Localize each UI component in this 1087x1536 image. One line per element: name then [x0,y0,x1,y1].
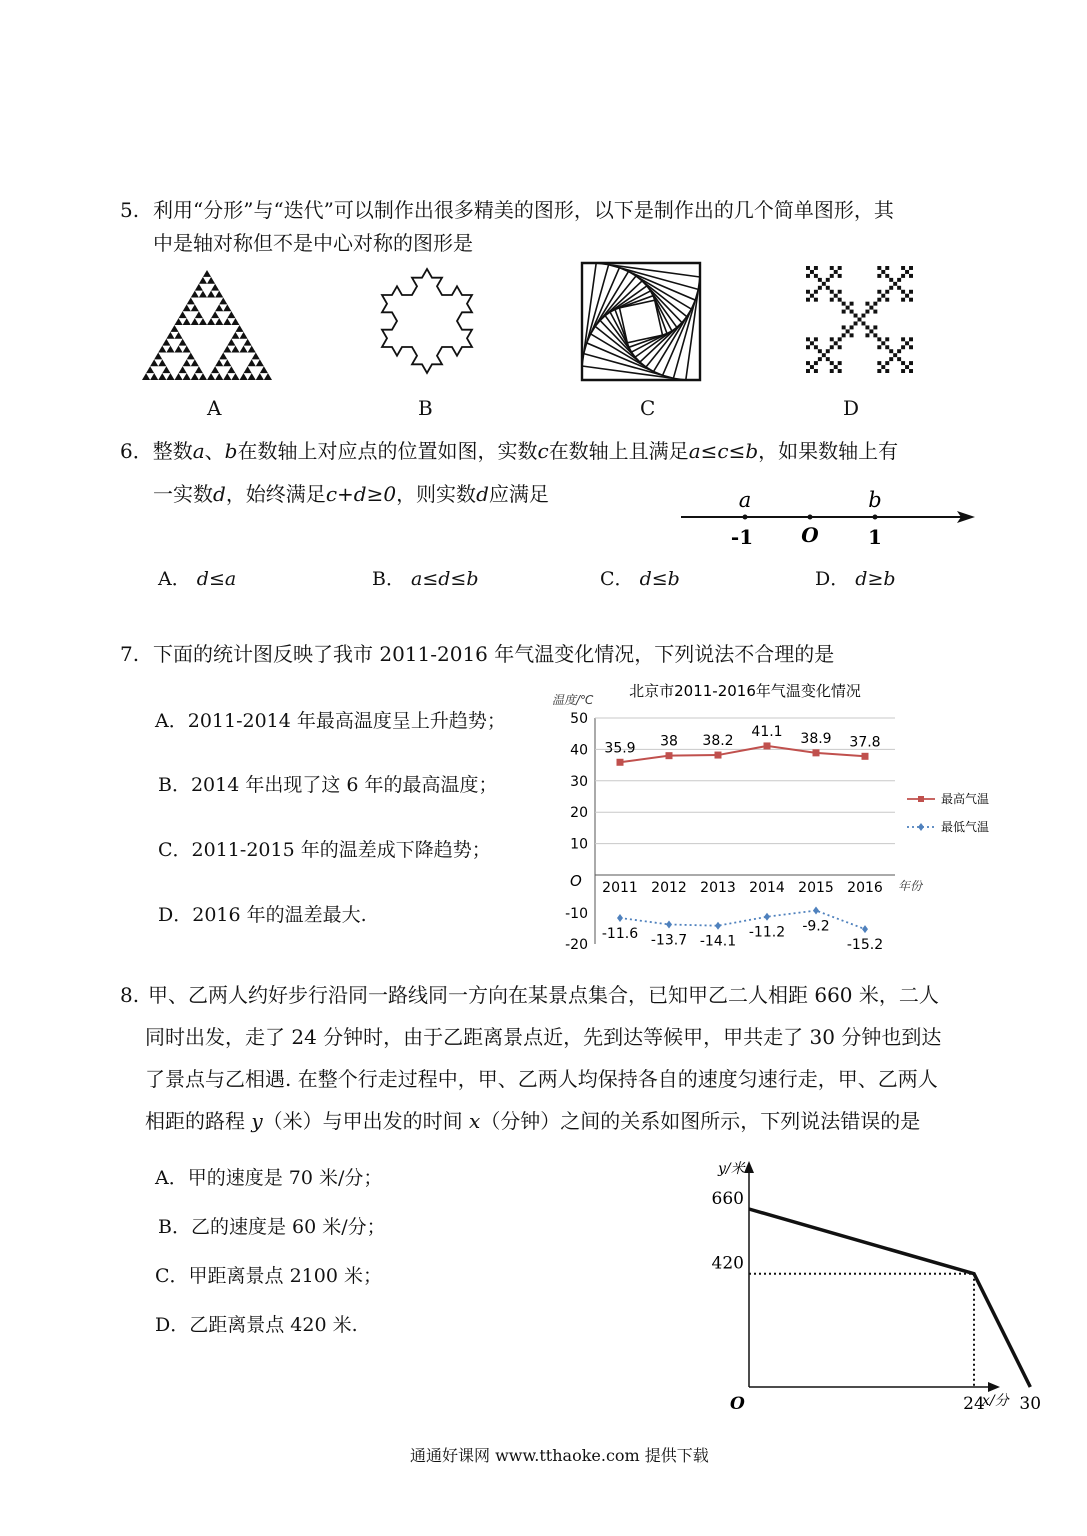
fractal-cell [909,298,913,302]
data-point [666,920,672,928]
nested-square [620,300,663,343]
fractal-cell [909,369,913,373]
fractal-cell [830,361,834,365]
fractal-cell [881,341,885,345]
fractal-cell [877,290,881,294]
fractal-cell [897,286,901,290]
x-axis-label: 年份 [898,879,923,893]
q8-number: 8. [120,983,140,1007]
q8-option-a [155,1163,382,1190]
option-key: A． [155,710,188,732]
koch-snowflake-icon [372,262,482,380]
y-tick-label: -20 [565,937,588,953]
fractal-cell [818,286,822,290]
figure-b-label: B [418,396,433,420]
x-tick-label: 24 [963,1394,985,1414]
y-axis-arrow-icon [744,1161,754,1173]
option-key: C． [158,839,192,861]
q8-var-x: x [469,1109,481,1133]
vicsek-fractal-icon [806,266,913,373]
fractal-cell [885,290,889,294]
fractal-cell [858,318,862,322]
data-label: -11.2 [748,924,786,941]
x-axis-label: x/分 [982,1393,1009,1409]
data-point [862,925,868,933]
y-tick-label: 20 [570,805,588,822]
fractal-cell [885,345,889,349]
data-label: 38.9 [800,730,832,747]
option-key: B． [158,774,191,796]
fractal-cell [834,341,838,345]
data-label: 41.1 [751,723,783,740]
y-tick-label: -10 [565,906,588,922]
fractal-cell [806,290,810,294]
fractal-cell [901,337,905,341]
fractal-cell [834,294,838,298]
fractal-cell [806,274,810,278]
graph-line [749,1209,1030,1387]
q6-var-d: d [476,482,489,506]
fractal-cell [834,365,838,369]
chart-series [602,724,883,953]
fractal-cell [865,310,869,314]
fractal-cell [877,298,881,302]
option-text: a≤d≤b [411,568,479,590]
y-tick-label: 660 [711,1189,744,1209]
fractal-cell [818,357,822,361]
figure-a-label: A [207,396,222,420]
fractal-cell [877,361,881,365]
fractal-cell [897,357,901,361]
data-point [666,752,673,759]
x-tick-label: 2011 [602,880,638,896]
fractal-cell [842,325,846,329]
fractal-cell [806,361,810,365]
q6-option-d [815,564,896,591]
fractal-cell [873,302,877,306]
fractal-cell [810,270,814,274]
option-text: 甲距离景点 2100 米； [188,1265,382,1287]
fractal-cell [806,369,810,373]
q6-number: 6． [120,439,153,463]
fractal-cell [897,349,901,353]
y-tick-label: 40 [570,742,588,759]
q6-var-c: c [537,439,549,463]
option-key: D． [815,568,850,590]
fractal-cell [885,361,889,365]
option-key: B． [158,1216,191,1238]
tick-zero: O [801,523,819,547]
q8-text: （分钟）之间的关系如图所示，下列说法错误的是 [480,1109,921,1133]
fractal-cell [842,333,846,337]
fractal-cell [873,310,877,314]
q8-text-line4 [145,1111,920,1131]
fractal-cell [838,361,842,365]
option-text: d≤b [639,568,680,590]
fractal-cell [909,345,913,349]
fractal-cell [861,321,865,325]
data-point [715,922,721,930]
fractal-cell [901,266,905,270]
fractal-cell [850,310,854,314]
fractal-cell [901,274,905,278]
chart-title: 北京市2011-2016年气温变化情况 [629,682,861,700]
fractal-cell [909,274,913,278]
fractal-cell [806,337,810,341]
data-point [764,742,771,749]
q8-var-y: y [251,1109,263,1133]
fractal-cell [830,290,834,294]
fractal-cell [889,349,893,353]
q6-text: ，则实数 [396,482,477,506]
fractal-cell [889,286,893,290]
fractal-cell [806,345,810,349]
point-b [873,515,878,520]
fractal-cell [889,278,893,282]
nested-square [591,272,692,372]
fractal-cell [905,341,909,345]
data-label: -14.1 [699,933,737,950]
fractal-cell [826,278,830,282]
chart-legend [907,791,989,834]
fractal-cell [905,294,909,298]
fractal-cell [873,325,877,329]
fractal-cell [850,325,854,329]
fractal-cell [885,298,889,302]
fractal-cell [830,337,834,341]
x-tick-label: 2015 [798,880,834,896]
x-tick-label: 30 [1019,1394,1042,1414]
fractal-cell [814,290,818,294]
figure-d-label: D [843,396,860,420]
fractal-cell [846,306,850,310]
data-point [764,913,770,921]
origin-label: O [570,872,582,890]
option-text: 甲的速度是 70 米/分； [187,1167,383,1189]
fractal-cell [885,274,889,278]
q6-option-c [600,564,680,591]
fractal-cell [838,266,842,270]
fractal-cell [806,298,810,302]
q6-option-b [372,564,479,591]
fractal-cell [905,365,909,369]
data-label: -13.7 [650,932,688,949]
q6-text: 整数 [152,439,193,463]
y-ticks [565,711,588,953]
fractal-cell [830,274,834,278]
q6-text-line1 [120,441,898,461]
fractal-cell [822,353,826,357]
fractal-cell [901,369,905,373]
fractal-cell [826,349,830,353]
fractal-cell [838,337,842,341]
footer-text: 通通好课网 www.tthaoke.com 提供下载 [410,1446,709,1465]
q6-condition: a≤c≤b [688,439,759,463]
fractal-cell [834,270,838,274]
fractal-cell [881,365,885,369]
fractal-cell [810,294,814,298]
q6-condition-2: c+d≥0 [325,482,397,506]
data-point [813,907,819,915]
fractal-cell [838,290,842,294]
option-text: 乙的速度是 60 米/分； [190,1216,386,1238]
q7-text: 下面的统计图反映了我市 2011-2016 年气温变化情况，下列说法不合理的是 [153,642,835,666]
q6-text: 应满足 [488,482,549,506]
data-label: 38 [660,733,678,750]
legend-marker [918,823,924,831]
distance-time-graph [700,1155,1042,1420]
data-label: 37.8 [849,734,881,751]
fractal-cell [814,298,818,302]
option-key: D． [158,904,193,926]
q8-option-c [155,1261,382,1288]
data-point [617,914,623,922]
q5-text-line1: 利用“分形”与“迭代”可以制作出很多精美的图形，以下是制作出的几个简单图形，其 [153,198,894,222]
q5-text-line2: 中是轴对称但不是中心对称的图形是 [153,231,473,255]
x-axis-arrow-icon [988,1382,1000,1392]
q6-text: 一实数 [153,482,213,506]
data-point [617,759,624,766]
q8-text: 相距的路程 [145,1109,245,1133]
option-text: d≥b [855,568,896,590]
q7-option-c [158,835,491,862]
snowflake-outline [382,269,472,373]
q8-option-d [155,1310,358,1337]
x-tick-label: 2012 [651,880,687,896]
fractal-cell [842,302,846,306]
fractal-cell [814,337,818,341]
option-key: C． [155,1265,189,1287]
fractal-cell [826,357,830,361]
y-tick-label: 10 [570,836,588,853]
figure-c-label: C [640,396,656,420]
legend-label: 最低气温 [941,820,990,834]
fractal-cell [877,274,881,278]
q6-text: 在数轴上且满足 [548,439,689,463]
legend-marker [918,796,924,802]
fractal-cell [885,337,889,341]
fractal-cell [826,286,830,290]
fractal-cell [865,333,869,337]
q7-number: 7. [120,642,140,666]
x-tick-label: 2013 [700,880,736,896]
fractal-cell [877,266,881,270]
q7-option-d [158,900,367,927]
q7-option-b [158,770,498,797]
fractal-cell [830,345,834,349]
option-text: 2011-2015 年的温差成下降趋势； [191,839,491,861]
fractal-cell [909,361,913,365]
fractal-cell [830,266,834,270]
q8-text-line1: 甲、乙两人约好步行沿同一路线同一方向在某景点集合，已知甲乙二人相距 660 米，二人 [148,983,939,1007]
fractal-cell [881,294,885,298]
fractal-cell [814,345,818,349]
q8-option-b [158,1212,386,1239]
fractal-cell [850,333,854,337]
y-axis-label: 温度/℃ [552,693,594,707]
fractal-cell [838,345,842,349]
data-label: 35.9 [604,740,636,757]
q6-text: ，始终满足 [225,482,326,506]
fractal-cell [814,361,818,365]
fractal-cell [854,321,858,325]
q8-text: （米）与甲出发的时间 [262,1109,463,1133]
option-text: 乙距离景点 420 米. [189,1314,358,1336]
y-tick-label: 420 [711,1253,744,1274]
fractal-cell [901,290,905,294]
data-label: -9.2 [802,918,830,935]
fractal-cell [838,298,842,302]
y-tick-label: 50 [570,711,588,727]
fractal-cell [818,278,822,282]
fractal-cell [814,274,818,278]
fractal-cell [838,274,842,278]
q6-option-a [158,564,236,591]
fractal-cell [810,341,814,345]
nested-square [600,281,682,362]
fractal-cell [893,353,897,357]
fractal-cell [869,329,873,333]
q6-var-b: b [224,439,238,463]
fractal-cell [810,365,814,369]
fractal-cell [905,270,909,274]
fractal-cell [881,270,885,274]
q6-text: ，如果数轴上有 [758,439,899,463]
fractal-cell [909,290,913,294]
data-label: -11.6 [601,925,639,942]
fractal-cell [806,266,810,270]
q6-text: 在数轴上对应点的位置如图，实数 [237,439,538,463]
origin-label: O [730,1394,745,1414]
chart-grid [595,718,895,944]
nested-squares-icon [580,261,702,382]
fractal-cell [877,337,881,341]
q6-text-line2 [153,484,549,504]
option-key: A． [155,1167,188,1189]
fractal-cell [830,298,834,302]
fractal-cell [885,369,889,373]
y-axis-label: y/米 [718,1161,745,1177]
label-a: a [738,488,752,512]
fractal-cell [822,282,826,286]
fractal-cell [865,325,869,329]
fractal-cell [909,266,913,270]
option-key: D． [155,1314,190,1336]
label-b: b [868,488,882,512]
fractal-cell [877,369,881,373]
x-tick-label: 2014 [749,880,785,896]
fractal-cell [830,369,834,373]
data-label: -15.2 [846,937,884,954]
option-text: 2014 年出现了这 6 年的最高温度； [190,774,498,796]
fractal-cell [901,298,905,302]
fractal-cell [897,278,901,282]
data-point [813,749,820,756]
data-point [715,752,722,759]
fractal-cell [854,314,858,318]
option-text: d≤a [196,568,237,590]
option-key: A． [158,568,191,590]
fractal-cell [869,306,873,310]
data-point [862,753,869,760]
point-a [743,515,748,520]
fractal-cell [885,266,889,270]
point-origin [808,515,813,520]
series-line-0 [620,746,865,762]
fractal-cell [901,361,905,365]
graph-plot [712,1189,1042,1414]
option-key: B． [372,568,405,590]
q7-option-a [155,706,506,733]
number-line [675,484,980,554]
data-label: 38.2 [702,733,734,750]
fractal-cell [818,349,822,353]
legend-label: 最高气温 [941,792,990,806]
sierpinski-triangle-icon [140,268,274,384]
fractal-cell [889,357,893,361]
fractal-cell [909,337,913,341]
fractal-cell [865,302,869,306]
fractal-cell [873,333,877,337]
x-tick-label: 2016 [847,880,883,896]
q8-text-line3: 了景点与乙相遇. 在整个行走过程中，甲、乙两人均保持各自的速度匀速行走，甲、乙两人 [145,1067,938,1091]
fractal-cell [877,345,881,349]
x-ticks [602,880,883,896]
tick-neg-one: -1 [730,525,754,549]
fractal-cell [814,369,818,373]
fractal-cell [861,314,865,318]
q6-sep: 、 [204,439,225,463]
y-tick-label: 30 [570,773,588,790]
fractal-cell [901,345,905,349]
option-text: 2011-2014 年最高温度呈上升趋势； [187,710,506,732]
fractal-cell [838,369,842,373]
temperature-chart [540,676,1010,954]
fractal-cell [842,310,846,314]
tick-one: 1 [868,525,882,549]
q5-number: 5. [120,198,140,222]
fractal-cell [850,302,854,306]
fractal-cell [814,266,818,270]
q6-var-d: d [213,482,226,506]
fractal-cell [893,282,897,286]
option-text: 2016 年的温差最大. [192,904,367,926]
q6-var-a: a [192,439,205,463]
q8-text-line2: 同时出发，走了 24 分钟时，由于乙距离景点近，先到达等候甲，甲共走了 30 分钟也到达 [145,1025,942,1049]
fractal-cell [846,329,850,333]
option-key: C． [600,568,634,590]
